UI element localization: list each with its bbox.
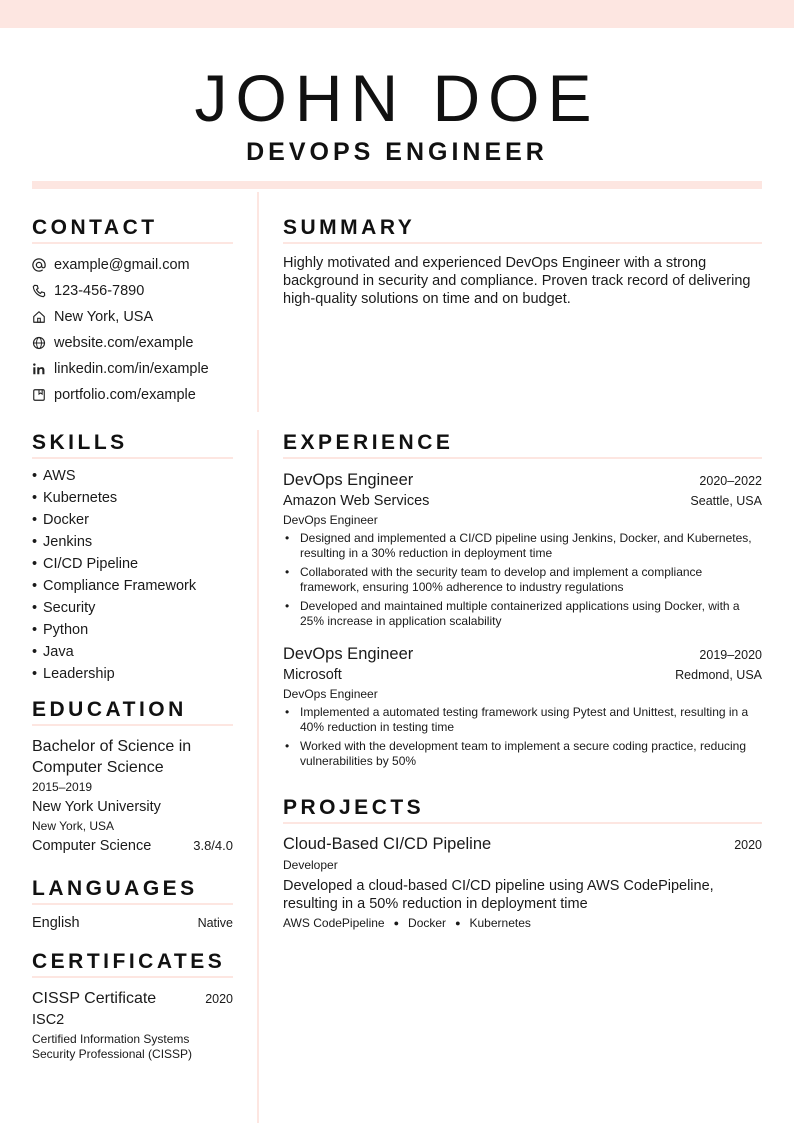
linkedin-icon [32,362,54,376]
project-tags [283,916,762,930]
job-entry [283,469,762,629]
job-bullet: • Designed and implemented a CI/CD pipeline using Jenkins, Docker, and Kubernetes, resulting in a 30% reduction in deployment time [285,531,752,560]
candidate-name: JOHN DOE [194,61,600,135]
education-years: 2015–2019 [32,780,93,794]
summary-text: Highly motivated and experienced DevOps Engineer with a strong background in security and compliance. Proven track record of delivering high-quality solutions on time and on budget. [283,255,751,307]
project-header-row [283,833,762,855]
header-divider [32,181,762,189]
contact-location [32,304,233,330]
top-accent-band [0,0,794,28]
tag-separator: ● [393,918,400,928]
education-title: EDUCATION [32,698,233,726]
globe-icon [32,336,54,350]
language-level: Native [197,916,233,930]
skills-section [32,431,233,685]
skill-item: • Docker [32,512,89,528]
contact-title: CONTACT [32,216,233,244]
language-row [32,914,233,933]
home-icon [32,310,54,324]
job-company-row [283,491,762,511]
job-bullets [283,705,762,769]
contact-email[interactable] [32,252,233,278]
job-location: Redmond, USA [675,668,762,682]
job-dates: 2020–2022 [699,474,762,488]
job-title: DevOps Engineer [283,645,414,663]
job-bullet: • Developed and maintained multiple containerized applications using Docker, with a 25% increase in application scalability [285,599,740,628]
job-title: DevOps Engineer [283,471,414,489]
summary-title: SUMMARY [283,216,762,244]
contact-phone[interactable] [32,278,233,304]
contact-website[interactable] [32,330,233,356]
portfolio-icon [32,388,54,402]
job-company-row [283,665,762,685]
job-dates: 2019–2020 [699,648,762,662]
at-icon [32,258,54,272]
contact-email-text: example@gmail.com [54,257,190,273]
contact-linkedin[interactable] [32,356,233,382]
experience-section [283,431,762,773]
project-tag: Docker [408,916,447,930]
skill-item: • Leadership [32,666,115,682]
skill-item: • Java [32,644,74,660]
phone-icon [32,284,54,298]
projects-title: PROJECTS [283,796,762,824]
contact-website-text: website.com/example [54,335,194,351]
project-name: Cloud-Based CI/CD Pipeline [283,835,492,853]
language-name: English [32,915,80,931]
job-header-row [283,643,762,665]
job-header-row [283,469,762,491]
job-bullet: • Worked with the development team to implement a secure coding practice, reducing vulnerabilities by 50% [285,739,747,768]
contact-phone-text: 123-456-7890 [54,283,145,299]
contact-location-text: New York, USA [54,309,154,325]
contact-portfolio[interactable] [32,382,233,408]
skill-item: • Jenkins [32,534,93,550]
certificate-issuer: ISC2 [32,1012,65,1028]
job-entry [283,643,762,769]
skill-item: • AWS [32,468,76,484]
project-year: 2020 [734,838,762,852]
education-location: New York, USA [32,819,115,833]
skill-item: • Python [32,622,89,638]
certificates-title: CERTIFICATES [32,950,233,978]
certificate-header-row [32,988,233,1009]
column-divider-bottom [257,430,259,1123]
contact-list [32,252,233,408]
education-gpa: 3.8/4.0 [193,838,233,853]
education-field: Computer Science [32,838,152,854]
job-company: Microsoft [283,667,342,683]
project-tag: Kubernetes [469,916,531,930]
certificate-description: Certified Information Systems Security Professional (CISSP) [32,1032,193,1061]
project-description: Developed a cloud-based CI/CD pipeline using AWS CodePipeline, resulting in a 50% reduction in deployment time [283,878,714,912]
skills-list [32,465,233,685]
job-bullets [283,531,762,629]
contact-portfolio-text: portfolio.com/example [54,387,196,403]
education-field-row [32,837,233,856]
certificates-section [32,950,233,1062]
project-tag: AWS CodePipeline [283,916,385,930]
education-degree: Bachelor of Science in Computer Science [32,738,192,776]
certificate-name: CISSP Certificate [32,990,157,1007]
job-subtitle: DevOps Engineer [283,687,378,701]
job-subtitle: DevOps Engineer [283,513,378,527]
projects-section [283,796,762,930]
contact-linkedin-text: linkedin.com/in/example [54,361,209,377]
job-company: Amazon Web Services [283,493,430,509]
project-role: Developer [283,858,338,872]
contact-section [32,216,233,408]
summary-section [283,216,762,308]
job-bullet: • Implemented a automated testing framework using Pytest and Unittest, resulting in a 40% reduction in testing time [285,705,749,734]
skills-title: SKILLS [32,431,233,459]
languages-title: LANGUAGES [32,877,233,905]
skill-item: • Compliance Framework [32,578,197,594]
education-school: New York University [32,799,161,815]
experience-title: EXPERIENCE [283,431,762,459]
certificate-year: 2020 [205,992,233,1006]
skill-item: • Kubernetes [32,490,118,506]
tag-separator: ● [455,918,461,928]
job-location: Seattle, USA [690,494,762,508]
candidate-role: DEVOPS ENGINEER [246,138,548,166]
languages-section [32,877,233,933]
education-section [32,698,233,856]
skill-item: • Security [32,600,96,616]
skill-item: • CI/CD Pipeline [32,556,139,572]
job-bullet: • Collaborated with the security team to develop and implement a compliance framework, ensuring 100% adherence to industry regulations [285,565,703,594]
column-divider-top [257,192,259,412]
